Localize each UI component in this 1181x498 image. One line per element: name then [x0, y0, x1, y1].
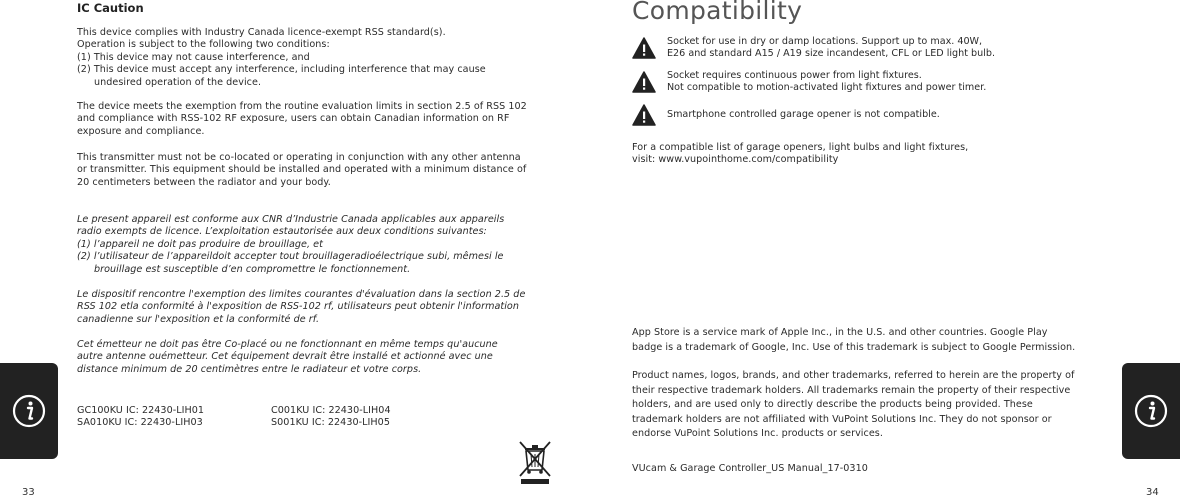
ic-exemption-paragraph: [77, 101, 547, 138]
text-line: Le present appareil est conforme aux CNR d’Industrie Canada applicables aux appareils: [77, 214, 505, 225]
text-line: brouillage est susceptible d’en compromettre le fonctionnement.: [94, 263, 411, 275]
fr-colocation-paragraph: [77, 339, 547, 376]
text-line: trademark holders are not affiliated with VuPoint Solutions Inc. They do not sponsor or: [632, 413, 1052, 425]
text-line: RSS 102 etla conformité à l'exposition de RSS-102 rf, utilisateurs peut obtenir l'information: [77, 301, 519, 313]
manual-identifier: VUcam & Garage Controller_US Manual_17-0310: [632, 463, 868, 474]
text-line: The device meets the exemption from the routine evaluation limits in section 2.5 of RSS 102: [77, 101, 527, 112]
warning-item: [632, 36, 995, 61]
text-line: This device complies with Industry Canada licence-exempt RSS standard(s).: [77, 27, 446, 38]
ic-caution-title: IC Caution: [77, 1, 144, 15]
text-line: (2) l’utilisateur de l’appareildoit accepter tout brouillageradioélectrique subi, mêmesi le: [77, 251, 504, 263]
app-store-trademark-note: [632, 326, 1102, 355]
info-tab-left: [0, 363, 58, 459]
warning-icon: [632, 71, 656, 93]
text-line: (2) This device must accept any interference, including interference that may cause: [77, 64, 486, 76]
text-line: and compliance with RSS-102 RF exposure, users can obtain Canadian information on RF: [77, 113, 510, 125]
text-line: endorse VuPoint Solutions Inc. products or services.: [632, 428, 883, 439]
warning-item: [632, 70, 986, 95]
text-line: holders, and are used only to directly describe the products being provided. These: [632, 399, 1033, 410]
warning-icon: [632, 37, 656, 59]
page-number-right: 34: [1146, 487, 1159, 498]
warning-item: [632, 104, 940, 126]
text-line: canadienne sur l'exposition et la conformité de rf.: [77, 313, 320, 325]
compatibility-link[interactable]: visit: www.vupointhome.com/compatibility: [632, 154, 839, 166]
text-line: undesired operation of the device.: [94, 76, 262, 88]
text-line: their respective trademark holders. All trademarks remain the property of their respective: [632, 384, 1071, 396]
text-line: Smartphone controlled garage opener is not compatible.: [667, 108, 940, 120]
text-line: Operation is subject to the following two conditions:: [77, 39, 330, 51]
text-line: distance minimum de 20 centimètres entre le radiateur et votre corps.: [77, 363, 422, 375]
ic-id: SA010KU IC: 22430-LIH03: [77, 417, 203, 429]
crossed-out-bin-icon: [517, 439, 553, 485]
fr-exemption-paragraph: [77, 289, 547, 326]
text-line: or transmitter. This equipment should be installed and operated with a minimum distance of: [77, 164, 527, 176]
ic-id: GC100KU IC: 22430-LIH01: [77, 405, 205, 416]
info-icon: [1134, 394, 1168, 428]
text-line: Socket requires continuous power from light fixtures.: [667, 70, 922, 81]
warning-text: [667, 109, 940, 121]
ic-id-list-left: [77, 405, 257, 430]
page-number-left: 33: [22, 487, 35, 498]
compatibility-title: Compatibility: [632, 0, 803, 25]
text-line: This transmitter must not be co-located or operating in conjunction with any other antenna: [77, 152, 521, 163]
ic-id: C001KU IC: 22430-LIH04: [271, 405, 391, 416]
text-line: E26 and standard A15 / A19 size incandesent, CFL or LED light bulb.: [667, 48, 996, 60]
text-line: App Store is a service mark of Apple Inc., in the U.S. and other countries. Google Play: [632, 327, 1048, 338]
info-icon: [12, 394, 46, 428]
warning-text: [667, 36, 995, 61]
text-line: exposure and compliance.: [77, 125, 205, 137]
text-line: For a compatible list of garage openers, light bulbs and light fixtures,: [632, 142, 969, 153]
text-line: radio exempts de licence. L’exploitation estautorisée aux deux conditions suivantes:: [77, 226, 487, 238]
ic-compliance-paragraph: [77, 27, 547, 89]
text-line: (1) l’appareil ne doit pas produire de brouillage, et: [77, 238, 323, 250]
warning-icon: [632, 104, 656, 126]
text-line: Product names, logos, brands, and other trademarks, referred to herein are the property of: [632, 370, 1075, 381]
text-line: 20 centimeters between the radiator and your body.: [77, 176, 331, 188]
text-line: Cet émetteur ne doit pas être Co-placé ou ne fonctionnant en même temps qu'aucune: [77, 339, 498, 350]
text-line: badge is a trademark of Google, Inc. Use of this trademark is subject to Google Permission.: [632, 341, 1076, 353]
text-line: (1) This device may not cause interference, and: [77, 51, 310, 63]
text-line: Socket for use in dry or damp locations. Support up to max. 40W,: [667, 36, 983, 47]
text-line: Not compatible to motion-activated light fixtures and power timer.: [667, 82, 987, 94]
fr-compliance-paragraph: [77, 214, 547, 276]
ic-id: S001KU IC: 22430-LIH05: [271, 417, 390, 429]
text-line: autre antenne ouémetteur. Cet équipement devrait être installé et actionné avec une: [77, 351, 493, 363]
compatibility-list-note: [632, 142, 1102, 167]
ic-id-list-right: [271, 405, 451, 430]
ic-colocation-paragraph: [77, 152, 547, 189]
info-tab-right: [1122, 363, 1180, 459]
text-line: Le dispositif rencontre l'exemption des limites courantes d'évaluation dans la section 2.5 de: [77, 289, 526, 300]
warning-text: [667, 70, 986, 95]
trademark-disclaimer: [632, 369, 1102, 442]
